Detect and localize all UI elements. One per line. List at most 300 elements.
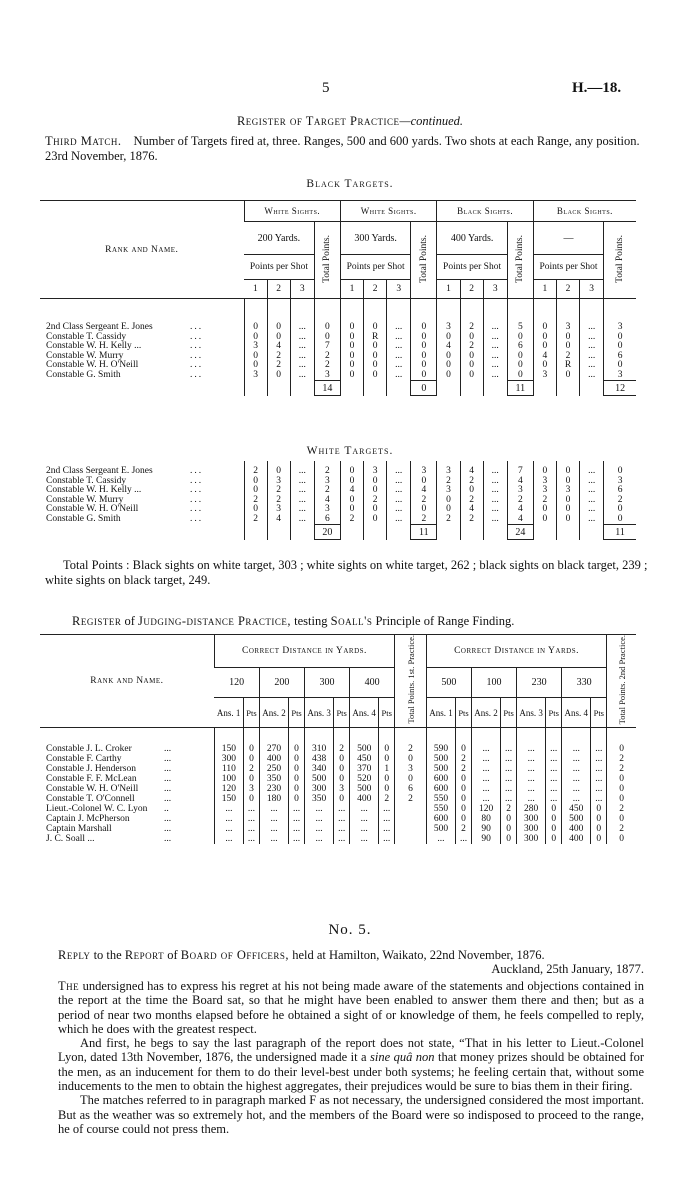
first-practice-total-cell bbox=[395, 804, 427, 814]
points-header: Pts bbox=[334, 697, 350, 727]
answer-cell: 500 bbox=[426, 824, 455, 834]
table-row bbox=[40, 824, 636, 834]
member-name: Constable F. F. McLean bbox=[46, 774, 137, 785]
points-cell: 0 bbox=[289, 728, 305, 755]
total-cell: 0 bbox=[411, 477, 437, 487]
shot-score-cell: ... bbox=[580, 333, 604, 343]
points-cell: 2 bbox=[244, 764, 260, 774]
shot-number: 2 bbox=[556, 280, 579, 299]
total-cell: 0 bbox=[314, 299, 340, 333]
empty-cell bbox=[364, 525, 387, 540]
points-header: Pts bbox=[501, 697, 517, 727]
page-number: 5 bbox=[322, 80, 330, 96]
total-cell: 2 bbox=[314, 461, 340, 477]
member-name: Constable T. Cassidy bbox=[46, 475, 127, 486]
points-cell: ... bbox=[546, 784, 562, 794]
answer-cell: 370 bbox=[350, 764, 379, 774]
shot-score-cell: 0 bbox=[437, 505, 460, 515]
shot-score-cell: 0 bbox=[533, 299, 556, 333]
shot-score-cell: ... bbox=[290, 486, 314, 496]
document-number: No. 5. bbox=[328, 922, 372, 938]
total-cell: 5 bbox=[507, 299, 533, 333]
total-points-header: Total Points. bbox=[322, 234, 333, 283]
answer-cell: 500 bbox=[350, 784, 379, 794]
rank-name-cell bbox=[40, 299, 244, 333]
member-name: Constable W. H. O'Neill bbox=[46, 784, 139, 795]
points-cell: 0 bbox=[591, 824, 607, 834]
points-cell: 0 bbox=[379, 754, 395, 764]
shot-score-cell: 0 bbox=[364, 371, 387, 381]
shot-score-cell: ... bbox=[580, 342, 604, 352]
shot-score-cell: 0 bbox=[340, 352, 363, 362]
second-practice-total-cell: 2 bbox=[607, 804, 636, 814]
empty-cell bbox=[290, 381, 314, 396]
shot-number: 3 bbox=[580, 280, 604, 299]
answer-header: Ans. 2 bbox=[471, 697, 500, 727]
shot-score-cell: 4 bbox=[437, 342, 460, 352]
shot-score-cell: ... bbox=[580, 371, 604, 381]
points-cell: 2 bbox=[379, 794, 395, 804]
shot-score-cell: 0 bbox=[244, 352, 267, 362]
points-cell: 0 bbox=[244, 754, 260, 764]
total-cell: 0 bbox=[411, 299, 437, 333]
empty-cell bbox=[460, 525, 483, 540]
reply-title-rest: held at Hamilton, Waikato, 22nd November, 1876. bbox=[292, 948, 545, 962]
shot-score-cell: 3 bbox=[437, 486, 460, 496]
points-cell: ... bbox=[244, 834, 260, 844]
shot-score-cell: R bbox=[556, 361, 579, 371]
shot-score-cell: ... bbox=[483, 333, 507, 343]
shot-number: 3 bbox=[290, 280, 314, 299]
answer-cell: 280 bbox=[517, 804, 546, 814]
table-row bbox=[40, 804, 636, 814]
total-cell: 0 bbox=[604, 515, 636, 525]
first-practice-total-cell: 2 bbox=[395, 728, 427, 755]
distance-header: 120 bbox=[214, 667, 259, 697]
rank-name-cell bbox=[40, 804, 214, 814]
points-cell: 0 bbox=[289, 784, 305, 794]
white-targets-table bbox=[40, 461, 636, 540]
points-cell: 2 bbox=[456, 824, 472, 834]
answer-cell: 90 bbox=[471, 824, 500, 834]
answer-cell: 500 bbox=[426, 764, 455, 774]
points-cell: 2 bbox=[456, 764, 472, 774]
shot-score-cell: ... bbox=[483, 352, 507, 362]
points-header: Pts bbox=[591, 697, 607, 727]
table-row bbox=[40, 784, 636, 794]
leader-dots: ... bbox=[190, 331, 204, 342]
points-cell: ... bbox=[244, 804, 260, 814]
answer-cell: 500 bbox=[426, 754, 455, 764]
points-cell: 0 bbox=[456, 728, 472, 755]
column-total-cell: 12 bbox=[604, 381, 636, 396]
total-cell: 2 bbox=[411, 496, 437, 506]
shot-number: 3 bbox=[387, 280, 411, 299]
answer-cell: 230 bbox=[259, 784, 288, 794]
answer-cell: 300 bbox=[304, 784, 333, 794]
points-per-shot-header: Points per Shot bbox=[340, 255, 410, 280]
answer-cell: 590 bbox=[426, 728, 455, 755]
answer-cell: 500 bbox=[304, 774, 333, 784]
leader-dots: ... bbox=[190, 513, 204, 524]
distance-header: 300 bbox=[304, 667, 349, 697]
judging-title-principle: Principle of Range Finding. bbox=[375, 614, 515, 628]
answer-header: Ans. 4 bbox=[350, 697, 379, 727]
shot-score-cell: 0 bbox=[533, 461, 556, 477]
second-practice-total-cell: 0 bbox=[607, 784, 636, 794]
shot-score-cell: ... bbox=[483, 342, 507, 352]
shot-score-cell: 2 bbox=[460, 477, 483, 487]
answer-cell: ... bbox=[259, 824, 288, 834]
shot-score-cell: 0 bbox=[340, 477, 363, 487]
shot-score-cell: 0 bbox=[340, 361, 363, 371]
points-cell: 0 bbox=[334, 794, 350, 804]
shot-score-cell: ... bbox=[290, 299, 314, 333]
answer-cell: 80 bbox=[471, 814, 500, 824]
shot-score-cell: ... bbox=[387, 361, 411, 371]
points-cell: 2 bbox=[334, 728, 350, 755]
answer-cell: 300 bbox=[214, 754, 243, 764]
match-description bbox=[45, 134, 645, 164]
points-header: Pts bbox=[244, 697, 260, 727]
shot-number: 1 bbox=[244, 280, 267, 299]
shot-score-cell: 0 bbox=[244, 333, 267, 343]
points-header: Pts bbox=[289, 697, 305, 727]
shot-score-cell: ... bbox=[483, 515, 507, 525]
answer-cell: ... bbox=[471, 794, 500, 804]
shot-score-cell: 0 bbox=[267, 299, 290, 333]
answer-cell: 300 bbox=[517, 824, 546, 834]
points-cell: 0 bbox=[501, 824, 517, 834]
total-cell: 0 bbox=[507, 371, 533, 381]
shot-score-cell: 3 bbox=[267, 477, 290, 487]
answer-header: Ans. 4 bbox=[562, 697, 591, 727]
leader-dots: ... bbox=[190, 475, 204, 486]
points-per-shot-header: Points per Shot bbox=[533, 255, 603, 280]
shot-score-cell: 0 bbox=[340, 496, 363, 506]
shot-score-cell: 0 bbox=[533, 361, 556, 371]
shot-score-cell: 2 bbox=[364, 496, 387, 506]
shot-score-cell: 2 bbox=[267, 361, 290, 371]
answer-cell: 350 bbox=[259, 774, 288, 784]
paragraph-1-lead: The bbox=[58, 979, 80, 993]
second-practice-total-cell: 0 bbox=[607, 834, 636, 844]
answer-cell: ... bbox=[259, 804, 288, 814]
total-cell: 2 bbox=[314, 361, 340, 371]
points-cell: ... bbox=[456, 834, 472, 844]
empty-cell bbox=[437, 525, 460, 540]
second-practice-total-cell: 0 bbox=[607, 774, 636, 784]
match-label: Third Match. bbox=[45, 134, 122, 148]
shot-score-cell: 0 bbox=[556, 333, 579, 343]
empty-cell bbox=[556, 525, 579, 540]
empty-cell bbox=[533, 525, 556, 540]
empty-cell bbox=[267, 525, 290, 540]
leader-dots: .. bbox=[164, 804, 169, 815]
shot-score-cell: ... bbox=[580, 477, 604, 487]
shot-score-cell: 4 bbox=[267, 515, 290, 525]
reply-title-to-the: to the bbox=[93, 948, 122, 962]
total-cell: 3 bbox=[314, 477, 340, 487]
reply-title-of: of bbox=[167, 948, 178, 962]
leader-dots: ... bbox=[190, 369, 204, 380]
column-total-cell: 0 bbox=[411, 381, 437, 396]
total-points-second-practice-header: Total Points. 2nd Practice. bbox=[616, 635, 627, 725]
shot-score-cell: ... bbox=[483, 371, 507, 381]
distance-header: 200 bbox=[259, 667, 304, 697]
member-name: 2nd Class Sergeant E. Jones bbox=[46, 322, 153, 332]
distance-header: 100 bbox=[471, 667, 516, 697]
column-total-cell: 11 bbox=[411, 525, 437, 540]
total-cell: 2 bbox=[604, 496, 636, 506]
member-name: Constable J. Henderson bbox=[46, 764, 136, 775]
points-cell: ... bbox=[501, 794, 517, 804]
shot-score-cell: 0 bbox=[244, 361, 267, 371]
shot-score-cell: ... bbox=[290, 477, 314, 487]
range-header: 400 Yards. bbox=[437, 222, 507, 255]
total-cell: 6 bbox=[314, 515, 340, 525]
shot-score-cell: ... bbox=[387, 371, 411, 381]
points-header: Pts bbox=[379, 697, 395, 727]
answer-cell: ... bbox=[562, 728, 591, 755]
shot-number: 2 bbox=[364, 280, 387, 299]
answer-cell: 500 bbox=[562, 814, 591, 824]
shot-score-cell: ... bbox=[483, 461, 507, 477]
table-row bbox=[40, 299, 636, 333]
shot-score-cell: 2 bbox=[340, 515, 363, 525]
first-practice-total-cell: 2 bbox=[395, 794, 427, 804]
total-cell: 4 bbox=[411, 486, 437, 496]
shot-score-cell: ... bbox=[580, 505, 604, 515]
points-cell: 0 bbox=[289, 764, 305, 774]
points-cell: ... bbox=[289, 814, 305, 824]
distance-header: 500 bbox=[426, 667, 471, 697]
shot-score-cell: ... bbox=[387, 505, 411, 515]
shot-score-cell: ... bbox=[483, 496, 507, 506]
rank-name-cell bbox=[40, 774, 214, 784]
paragraph-1-text: undersigned has to express his regret at his not being made aware of the statements and objections contained in the report at the time the Board sat, so that he might have been enabled to answer them there and then; but as a period of near two months elapsed before he obtained a sight of or knowledge of them, he feels compelled to reply, which he does with the greatest respect. bbox=[58, 979, 644, 1036]
points-cell: 0 bbox=[501, 834, 517, 844]
paragraph-2-latin: sine quâ non bbox=[370, 1050, 435, 1065]
answer-cell: ... bbox=[562, 754, 591, 764]
shot-score-cell: 0 bbox=[556, 461, 579, 477]
table-row bbox=[40, 371, 636, 381]
first-practice-total-cell bbox=[395, 814, 427, 824]
shot-score-cell: 0 bbox=[364, 505, 387, 515]
first-practice-total-cell bbox=[395, 834, 427, 844]
answer-cell: ... bbox=[350, 834, 379, 844]
table-row bbox=[40, 754, 636, 764]
shot-score-cell: 0 bbox=[364, 486, 387, 496]
answer-cell: 340 bbox=[304, 764, 333, 774]
rank-name-cell bbox=[40, 461, 244, 477]
shot-score-cell: 0 bbox=[244, 477, 267, 487]
leader-dots: ... bbox=[164, 744, 172, 755]
answer-cell: 250 bbox=[259, 764, 288, 774]
points-cell: ... bbox=[591, 728, 607, 755]
total-cell: 3 bbox=[314, 371, 340, 381]
points-cell: ... bbox=[289, 834, 305, 844]
table-row bbox=[40, 764, 636, 774]
answer-cell: 520 bbox=[350, 774, 379, 784]
total-cell: 3 bbox=[604, 299, 636, 333]
points-cell: 0 bbox=[334, 764, 350, 774]
shot-score-cell: 2 bbox=[437, 515, 460, 525]
points-cell: ... bbox=[546, 764, 562, 774]
answer-cell: ... bbox=[517, 784, 546, 794]
total-cell: 3 bbox=[604, 477, 636, 487]
rank-name-cell bbox=[40, 834, 214, 844]
shot-score-cell: 0 bbox=[340, 505, 363, 515]
shot-score-cell: ... bbox=[580, 461, 604, 477]
shot-score-cell: ... bbox=[580, 299, 604, 333]
shot-score-cell: ... bbox=[387, 333, 411, 343]
member-name: Lieut.-Colonel W. C. Lyon bbox=[46, 804, 148, 815]
answer-cell: 100 bbox=[214, 774, 243, 784]
member-name: 2nd Class Sergeant E. Jones bbox=[46, 466, 153, 476]
shot-score-cell: 0 bbox=[556, 505, 579, 515]
points-cell: ... bbox=[501, 764, 517, 774]
shot-score-cell: 2 bbox=[533, 496, 556, 506]
answer-cell: 600 bbox=[426, 814, 455, 824]
member-name: Constable W. H. Kelly ... bbox=[46, 485, 142, 495]
first-practice-total-cell: 0 bbox=[395, 774, 427, 784]
shot-score-cell: ... bbox=[580, 361, 604, 371]
judging-title-soall: Soall's bbox=[330, 614, 373, 628]
member-name: Constable W. Murry bbox=[46, 350, 124, 361]
register-title-continued: —continued. bbox=[399, 114, 464, 128]
total-cell: 0 bbox=[411, 371, 437, 381]
reply-title bbox=[58, 948, 658, 963]
judging-title bbox=[72, 614, 514, 629]
shot-score-cell: ... bbox=[483, 505, 507, 515]
shot-score-cell: 0 bbox=[340, 461, 363, 477]
register-title bbox=[0, 114, 700, 129]
shot-score-cell: 2 bbox=[460, 515, 483, 525]
answer-cell: 90 bbox=[471, 834, 500, 844]
rank-name-cell bbox=[40, 824, 214, 834]
shot-score-cell: 0 bbox=[460, 352, 483, 362]
answer-cell: ... bbox=[517, 774, 546, 784]
points-cell: ... bbox=[591, 784, 607, 794]
shot-score-cell: ... bbox=[387, 299, 411, 333]
answer-cell: 300 bbox=[517, 834, 546, 844]
shot-score-cell: 2 bbox=[244, 461, 267, 477]
points-cell: ... bbox=[244, 824, 260, 834]
empty-cell bbox=[580, 525, 604, 540]
points-cell: 3 bbox=[244, 784, 260, 794]
answer-header: Ans. 1 bbox=[214, 697, 243, 727]
answer-header: Ans. 3 bbox=[517, 697, 546, 727]
answer-cell: 350 bbox=[304, 794, 333, 804]
points-per-shot-header: Points per Shot bbox=[437, 255, 507, 280]
total-cell: 0 bbox=[604, 333, 636, 343]
answer-cell: ... bbox=[304, 824, 333, 834]
member-name: Constable W. H. Kelly ... bbox=[46, 341, 142, 351]
points-cell: ... bbox=[379, 804, 395, 814]
shot-score-cell: 0 bbox=[437, 352, 460, 362]
points-cell: 0 bbox=[456, 814, 472, 824]
shot-score-cell: ... bbox=[290, 515, 314, 525]
answer-cell: 450 bbox=[562, 804, 591, 814]
shot-score-cell: 0 bbox=[533, 333, 556, 343]
points-cell: ... bbox=[289, 804, 305, 814]
answer-cell: ... bbox=[562, 784, 591, 794]
leader-dots: ... bbox=[164, 764, 172, 775]
answer-cell: ... bbox=[471, 774, 500, 784]
shot-score-cell: 3 bbox=[244, 371, 267, 381]
empty-cell bbox=[364, 381, 387, 396]
shot-score-cell: 2 bbox=[437, 477, 460, 487]
answer-cell: ... bbox=[562, 794, 591, 804]
total-cell: 0 bbox=[314, 333, 340, 343]
shot-score-cell: 0 bbox=[267, 461, 290, 477]
answer-cell: 500 bbox=[350, 728, 379, 755]
points-cell: 0 bbox=[501, 814, 517, 824]
answer-cell: ... bbox=[350, 824, 379, 834]
total-cell: 0 bbox=[411, 333, 437, 343]
answer-cell: ... bbox=[214, 814, 243, 824]
column-total-cell: 11 bbox=[507, 381, 533, 396]
shot-score-cell: 2 bbox=[244, 515, 267, 525]
total-cell: 0 bbox=[604, 461, 636, 477]
answer-header: Ans. 2 bbox=[259, 697, 288, 727]
points-cell: 0 bbox=[244, 774, 260, 784]
leader-dots: ... bbox=[190, 350, 204, 361]
points-cell: 0 bbox=[334, 754, 350, 764]
judging-title-register: Register bbox=[72, 614, 122, 628]
answer-cell: ... bbox=[562, 764, 591, 774]
shot-score-cell: 0 bbox=[556, 342, 579, 352]
empty-cell bbox=[437, 381, 460, 396]
total-cell: 0 bbox=[507, 352, 533, 362]
points-cell: 0 bbox=[289, 754, 305, 764]
second-practice-total-cell: 2 bbox=[607, 754, 636, 764]
points-cell: ... bbox=[289, 824, 305, 834]
empty-cell bbox=[267, 381, 290, 396]
shot-score-cell: 0 bbox=[340, 342, 363, 352]
shot-score-cell: 4 bbox=[533, 352, 556, 362]
reply-body bbox=[58, 979, 644, 1136]
table-row bbox=[40, 814, 636, 824]
leader-dots: ... bbox=[190, 485, 204, 495]
reply-title-report: Report bbox=[124, 948, 165, 962]
shot-score-cell: 2 bbox=[267, 352, 290, 362]
points-cell: 0 bbox=[334, 774, 350, 784]
member-name: Constable F. Carthy bbox=[46, 754, 122, 765]
shot-score-cell: 0 bbox=[460, 361, 483, 371]
column-total-cell: 24 bbox=[507, 525, 533, 540]
points-cell: ... bbox=[379, 824, 395, 834]
shot-score-cell: 3 bbox=[556, 486, 579, 496]
correct-distance-header: Correct Distance in Yards. bbox=[426, 635, 606, 668]
total-cell: 7 bbox=[314, 342, 340, 352]
points-cell: 0 bbox=[546, 834, 562, 844]
total-cell: 0 bbox=[411, 342, 437, 352]
shot-score-cell: ... bbox=[387, 352, 411, 362]
shot-score-cell: 0 bbox=[267, 371, 290, 381]
total-cell: 6 bbox=[604, 352, 636, 362]
group-header: White Sights. bbox=[340, 201, 436, 222]
points-cell: ... bbox=[244, 814, 260, 824]
leader-dots: ... bbox=[164, 784, 172, 795]
first-practice-total-cell: 6 bbox=[395, 784, 427, 794]
rank-name-cell bbox=[40, 754, 214, 764]
paragraph-2 bbox=[58, 1036, 644, 1093]
shot-number: 2 bbox=[460, 280, 483, 299]
shot-score-cell: ... bbox=[290, 342, 314, 352]
shot-score-cell: 0 bbox=[437, 496, 460, 506]
